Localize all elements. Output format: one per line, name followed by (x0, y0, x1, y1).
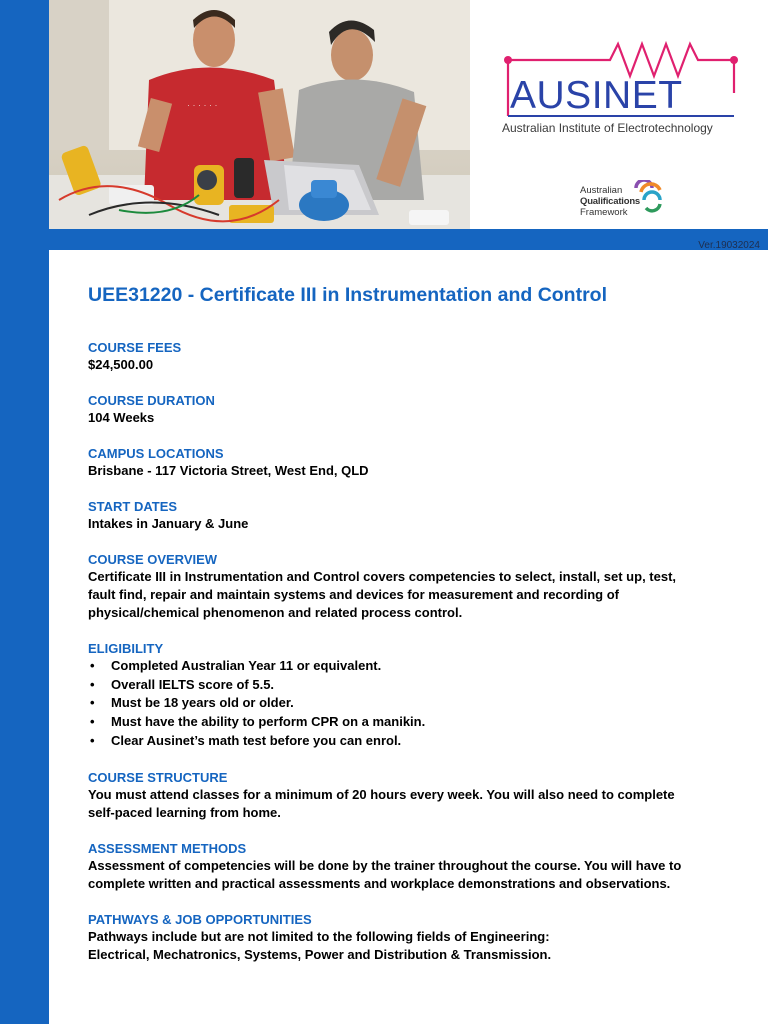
assessment-line: complete written and practical assessments and workplace demonstrations and observations. (88, 875, 671, 891)
aqf-line-3: Framework (580, 207, 628, 218)
list-item: • Clear Ausinet’s math test before you can enrol. (88, 732, 728, 751)
pathways-line: Electrical, Mechatronics, Systems, Power and Distribution & Transmission. (88, 946, 552, 962)
course-title: UEE31220 - Certificate III in Instrumentation and Control (88, 284, 608, 306)
svg-text:· · · · · ·: · · · · · · (187, 100, 218, 110)
course-duration-value: 104 Weeks (88, 410, 155, 425)
assessment-line: Assessment of competencies will be done by the trainer throughout the course. You will have to (88, 857, 682, 873)
section-heading: COURSE DURATION (88, 393, 215, 408)
header-photo (49, 0, 470, 229)
list-item: • Must be 18 years old or older. (88, 694, 728, 713)
section-course-overview (88, 551, 728, 622)
section-assessment-methods (88, 840, 728, 893)
section-heading: COURSE STRUCTURE (88, 769, 228, 785)
brand-wordmark: AUSINET (510, 74, 683, 117)
aqf-label (580, 185, 640, 218)
section-course-structure (88, 769, 728, 822)
left-accent-bar (0, 0, 49, 1024)
section-heading: START DATES (88, 499, 178, 514)
aqf-line-1: Australian (580, 185, 623, 196)
section-start-dates (88, 498, 728, 533)
course-fees-value: $24,500.00 (88, 357, 154, 372)
section-heading: ELIGIBILITY (88, 641, 164, 656)
eligibility-list (88, 657, 728, 751)
structure-line: You must attend classes for a minimum of 20 hours every week. You will also need to complete (88, 786, 675, 802)
campus-location-value: Brisbane - 117 Victoria Street, West End, QLD (88, 463, 369, 478)
section-heading: COURSE OVERVIEW (88, 552, 218, 567)
section-course-duration (88, 392, 728, 427)
aqf-line-2: Qualifications (580, 196, 641, 207)
logo-area (470, 0, 768, 229)
section-course-fees (88, 339, 728, 374)
section-heading: CAMPUS LOCATIONS (88, 446, 224, 461)
overview-line: fault find, repair and maintain systems and devices for measurement and recording of (88, 587, 619, 602)
section-pathways (88, 911, 728, 964)
course-content (88, 284, 728, 982)
section-heading: ASSESSMENT METHODS (88, 840, 247, 856)
pathways-line: Pathways include but are not limited to the following fields of Engineering: (88, 928, 550, 944)
structure-line: self-paced learning from home. (88, 804, 281, 820)
version-label: Ver.19032024 (698, 240, 760, 251)
start-dates-value: Intakes in January & June (88, 516, 249, 531)
header-divider-band (49, 229, 768, 250)
section-campus-locations (88, 445, 728, 480)
section-heading: PATHWAYS & JOB OPPORTUNITIES (88, 911, 312, 927)
list-item: • Must have the ability to perform CPR on a manikin. (88, 713, 728, 732)
list-item: • Overall IELTS score of 5.5. (88, 676, 728, 695)
brand-tagline: Australian Institute of Electrotechnology (502, 121, 713, 135)
overview-line: Certificate III in Instrumentation and Control covers competencies to select, install, set up, test, (88, 569, 677, 584)
section-heading: COURSE FEES (88, 340, 182, 355)
list-item: • Completed Australian Year 11 or equivalent. (88, 657, 728, 676)
section-eligibility (88, 640, 728, 751)
overview-line: physical/chemical phenomenon and related process control. (88, 605, 463, 620)
